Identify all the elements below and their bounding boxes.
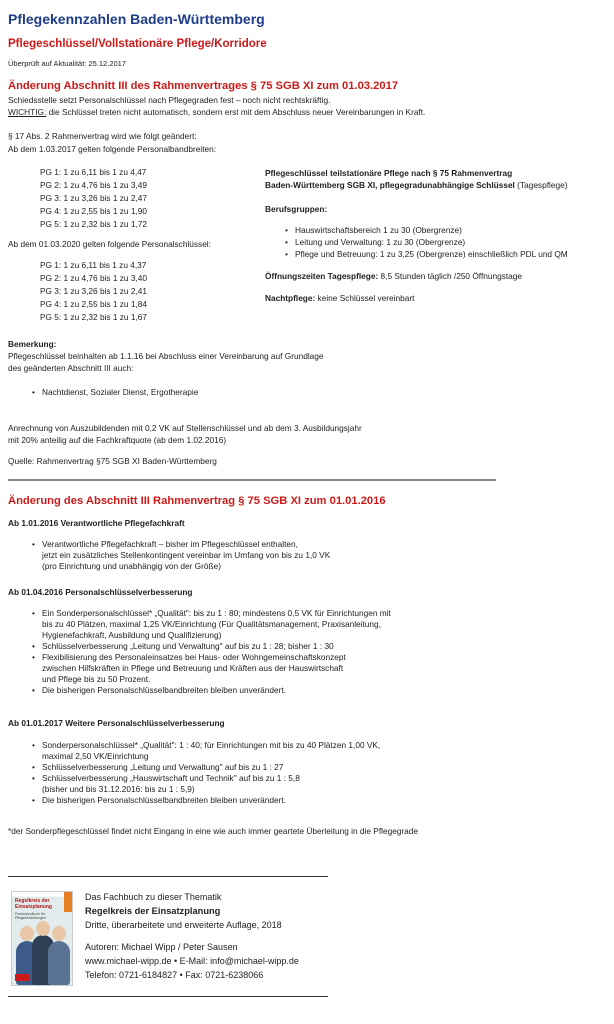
bullet-line: • Verantwortliche Pflegefachkraft – bisher im Pflegeschlüssel enthalten, [42,539,298,549]
list-item [30,608,480,641]
pg-item: PG 3: 1 zu 3,26 bis 1 zu 2,47 [40,193,148,203]
anrechnung-line2: mit 20% anteilig auf die Fachkraftquote (ab dem 1.02.2016) [8,435,227,445]
bullet-line: jetzt ein zusätzliches Stellenkontingent vereinbar im Umfang von bis zu 1,0 VK [42,550,331,560]
book-phone-fax: Telefon: 0721-6184827 • Fax: 0721-6238066 [85,970,264,980]
promo-bottom-rule [8,996,328,997]
sub3-bullets [30,740,480,806]
wichtig-note [8,107,488,118]
opening-hours [265,271,610,282]
bullet-line: zwischen Hilfskräften in Pflege und Betreuung und Kräften aus der Hauswirtschaft [42,663,344,673]
book-intro: Das Fachbuch zu dieser Thematik [85,892,222,902]
pg-item: PG 1: 1 zu 6,11 bis 1 zu 4,37 [40,260,147,270]
teil-heading-2-rest: (Tagespflege) [514,180,568,190]
bullet-line: Hygienefachkraft, Ausbildung und Qualifizierung) [42,630,222,640]
cover-badge [15,974,29,981]
book-authors: Autoren: Michael Wipp / Peter Sausen [85,942,238,952]
sub2-bullets [30,608,480,696]
wichtig-text: die Schlüssel treten nicht automatisch, sondern erst mit dem Abschluss neuer Vereinbarungen in Kraft. [46,107,426,117]
groups-label: Berufsgruppen: [265,204,328,214]
list-item: • Schlüsselverbesserung „Leitung und Verwaltung" auf bis zu 1 : 27 [30,762,480,773]
checked-date: Überprüft auf Aktualität: 25.12.2017 [8,59,126,68]
bullet-line: (bisher und bis 31.12.2016: bis zu 1 : 5,9) [42,784,195,794]
cover-person [48,941,70,985]
note-bullets [30,387,198,398]
sub-heading-2016-01: Ab 1.01.2016 Verantwortliche Pflegefachkraft [8,518,185,528]
list-item: • Die bisherigen Personalschlüsselbandbreiten bleiben unverändert. [30,685,480,696]
note-line2: des geänderten Abschnitt III auch: [8,363,134,373]
night-care [265,293,610,304]
cover-person-head [20,926,34,941]
list-item [30,740,480,762]
list-item [30,773,480,795]
opening-hours-label: Öffnungszeiten Tagespflege: [265,271,379,281]
pg-item: PG 5: 1 zu 2,32 bis 1 zu 1,67 [40,312,148,322]
bullet-line: • Flexibilisierung des Personaleinsatzes bei Haus- oder Wohngemeinschaftskonzept [42,652,346,662]
list-item [30,539,470,572]
bullet-line: bis zu 40 Plätzen, maximal 1,25 VK/Einrichtung (Für Qualitätsmanagement, Praxisanleitung, [42,619,381,629]
night-care-value: keine Schlüssel vereinbart [315,293,415,303]
section-divider [8,479,496,481]
groups-list [283,225,608,260]
book-cover-image [11,891,73,986]
note-line1: Pflegeschlüssel beinhalten ab 1.1.16 bei Abschluss einer Vereinbarung auf Grundlage [8,351,324,361]
pg-list-2020 [40,260,147,325]
bullet-line: und Pflege bis zu 50 Prozent. [42,674,151,684]
list-item: • Nachtdienst, Sozialer Dienst, Ergotherapie [30,387,198,398]
opening-hours-value: 8,5 Stunden täglich /250 Öffnungstage [378,271,523,281]
source-line: Quelle: Rahmenvertrag §75 SGB XI Baden-Württemberg [8,456,217,466]
list-item: • Leitung und Verwaltung: 1 zu 30 (Obergrenze) [283,237,608,248]
pg-item: PG 3: 1 zu 3,26 bis 1 zu 2,41 [40,286,148,296]
para-17-abs-2: § 17 Abs. 2 Rahmenvertrag wird wie folgt geändert: [8,131,197,141]
pg-item: PG 2: 1 zu 4,76 bis 1 zu 3,49 [40,180,148,190]
night-care-label: Nachtpflege: [265,293,316,303]
page-title: Pflegekennzahlen Baden-Württemberg [8,11,265,27]
pg-item: PG 5: 1 zu 2,32 bis 1 zu 1,72 [40,219,148,229]
pg-item: PG 1: 1 zu 6,11 bis 1 zu 4,47 [40,167,147,177]
list-item: • Pflege und Betreuung: 1 zu 3,25 (Obergrenze) einschließlich PDL und QM [283,249,608,260]
anrechnung-line1: Anrechnung von Auszubildenden mit 0,2 VK auf Stellenschlüssel und ab dem 3. Ausbildungsjahr [8,423,362,433]
promo-top-rule [8,876,328,877]
bullet-line: • Sonderpersonalschlüssel* „Qualität": 1 : 40; für Einrichtungen mit bis zu 40 Plätzen 1,00 VK, [42,740,381,750]
pg-list-2017 [40,167,147,232]
bullet-line: • Schlüsselverbesserung „Hauswirtschaft und Technik" auf bis zu 1 : 5,8 [42,773,300,783]
wichtig-label: WICHTIG: [8,107,47,117]
book-web-email[interactable]: www.michael-wipp.de • E-Mail: info@michael-wipp.de [85,956,299,966]
book-title: Regelkreis der Einsatzplanung [85,906,221,916]
cover-title: Regelkreis der Einsatzplanung [15,898,52,910]
list-item [30,652,480,685]
note-label: Bemerkung: [8,339,57,349]
teil-heading-2 [265,180,610,191]
pg-item: PG 4: 1 zu 2,55 bis 1 zu 1,90 [40,206,148,216]
list-item: • Hauswirtschaftsbereich 1 zu 30 (Obergrenze) [283,225,608,236]
pg-item: PG 4: 1 zu 2,55 bis 1 zu 1,84 [40,299,148,309]
bullet-line: • Ein Sonderpersonalschlüssel* „Qualität": bis zu 1 : 80; mindestens 0,5 VK für Einrichtungen mit [42,608,391,618]
para-schluessel-2020: Ab dem 01.03.2020 gelten folgende Personalschlüssel: [8,239,211,249]
bullet-line: (pro Einrichtung und unabhängig von der Größe) [42,561,221,571]
list-item: • Schlüsselverbesserung „Leitung und Verwaltung" auf bis zu 1 : 28; bisher 1 : 30 [30,641,480,652]
teil-heading-2-bold: Baden-Württemberg SGB XI, pflegegradunabhängige Schlüssel [265,180,515,190]
cover-person-head [36,921,50,936]
footnote: *der Sonderpflegeschlüssel findet nicht Eingang in eine wie auch immer geartete Überleitung in die Pflegegrade [8,826,419,836]
sub-heading-2016-04: Ab 01.04.2016 Personalschlüsselverbesserung [8,587,193,597]
para-bandbreiten-2017: Ab dem 1.03.2017 gelten folgende Personalbandbreiten: [8,144,217,154]
cover-person-head [52,926,66,941]
sub-heading-2017-01: Ab 01.01.2017 Weitere Personalschlüsselverbesserung [8,718,225,728]
pg-item: PG 2: 1 zu 4,76 bis 1 zu 3,40 [40,273,148,283]
section-2017-line1: Schiedsstelle setzt Personalschlüssel nach Pflegegraden fest – noch nicht rechtskräftig. [8,95,331,105]
section-2017-heading: Änderung Abschnitt III des Rahmenvertrages § 75 SGB XI zum 01.03.2017 [8,80,399,92]
teil-heading-1: Pflegeschlüssel teilstationäre Pflege nach § 75 Rahmenvertrag [265,168,513,178]
sub1-bullets [30,539,470,572]
book-edition: Dritte, überarbeitete und erweiterte Auflage, 2018 [85,920,282,930]
cover-subtitle: Praxishandbuch für Pflegeeinrichtungen [15,912,46,920]
list-item: • Die bisherigen Personalschlüsselbandbreiten bleiben unverändert. [30,795,480,806]
bullet-line: maximal 2,50 VK/Einrichtung [42,751,149,761]
section-2016-heading: Änderung des Abschnitt III Rahmenvertrag § 75 SGB XI zum 01.01.2016 [8,495,386,507]
page-subtitle: Pflegeschlüssel/Vollstationäre Pflege/Korridore [8,38,267,50]
